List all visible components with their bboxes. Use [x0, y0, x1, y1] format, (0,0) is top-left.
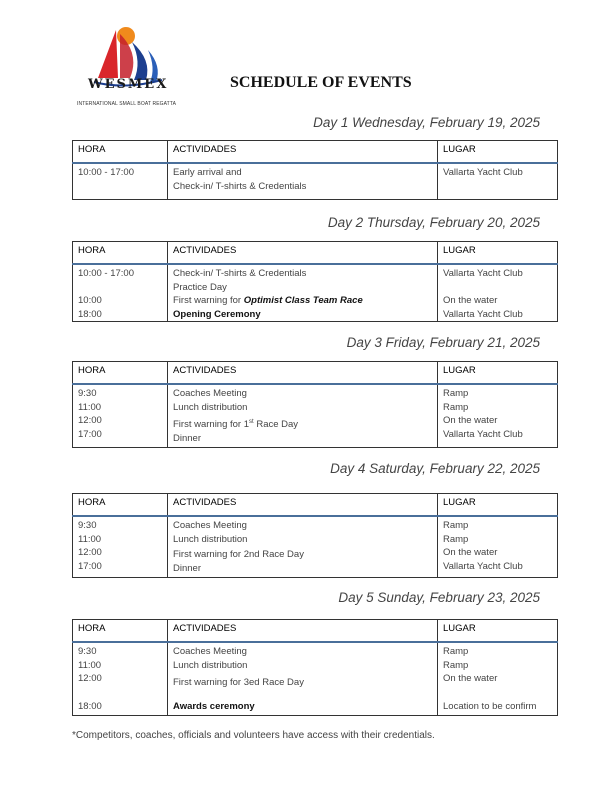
lugar-cell: Ramp Ramp On the water Vallarta Yacht Club [438, 384, 558, 448]
table-header-row [73, 141, 558, 164]
table-header-row [73, 242, 558, 265]
header-hora: HORA [73, 362, 168, 385]
header-lugar: LUGAR [438, 141, 558, 164]
lugar-cell: Vallarta Yacht Club On the water Vallarta Yacht Club [438, 264, 558, 322]
schedule-table [72, 140, 558, 200]
hora-cell: 9:30 11:00 12:00 17:00 [73, 384, 168, 448]
lugar-cell: Ramp Ramp On the water Vallarta Yacht Club [438, 516, 558, 578]
wesmex-logo [72, 20, 184, 112]
logo-wordmark: WESMEX [88, 77, 169, 92]
header-lugar: LUGAR [438, 242, 558, 265]
blue-sail-icon [132, 42, 147, 80]
hora-cell: 9:30 11:00 12:00 17:00 [73, 516, 168, 578]
actividades-cell: Check-in/ T-shirts & Credentials Practice Day First warning for Optimist Class Team Race Opening Ceremony [168, 264, 438, 322]
header-actividades: ACTIVIDADES [168, 620, 438, 643]
header-hora: HORA [73, 620, 168, 643]
header-lugar: LUGAR [438, 362, 558, 385]
schedule-table [72, 619, 558, 716]
day-heading: Day 5 Sunday, February 23, 2025 [338, 590, 540, 605]
hora-cell: 10:00 - 17:00 [73, 163, 168, 200]
table-header-row [73, 362, 558, 385]
day-heading: Day 3 Friday, February 21, 2025 [346, 335, 540, 350]
day-heading: Day 4 Saturday, February 22, 2025 [330, 461, 540, 476]
footnote: *Competitors, coaches, officials and volunteers have access with their credentials. [72, 730, 435, 741]
table-row [73, 516, 558, 578]
document-title: SCHEDULE OF EVENTS [230, 74, 412, 91]
actividades-cell: Coaches Meeting Lunch distribution First warning for 1st Race Day Dinner [168, 384, 438, 448]
hora-cell: 10:00 - 17:00 10:00 18:00 [73, 264, 168, 322]
header-hora: HORA [73, 141, 168, 164]
logo-subtitle: INTERNATIONAL SMALL BOAT REGATTA [77, 101, 177, 107]
header-lugar: LUGAR [438, 494, 558, 517]
table-row [73, 163, 558, 200]
day-heading: Day 2 Thursday, February 20, 2025 [327, 215, 540, 230]
header-lugar: LUGAR [438, 620, 558, 643]
header-hora: HORA [73, 242, 168, 265]
lugar-cell: Vallarta Yacht Club [438, 163, 558, 200]
actividades-cell: Coaches Meeting Lunch distribution First warning for 3ed Race Day Awards ceremony [168, 642, 438, 716]
schedule-table [72, 361, 558, 448]
table-header-row [73, 494, 558, 517]
actividades-cell: Early arrival and Check-in/ T-shirts & Credentials [168, 163, 438, 200]
header-actividades: ACTIVIDADES [168, 141, 438, 164]
header-actividades: ACTIVIDADES [168, 494, 438, 517]
actividades-cell: Coaches Meeting Lunch distribution First warning for 2nd Race Day Dinner [168, 516, 438, 578]
header-actividades: ACTIVIDADES [168, 242, 438, 265]
red-sail-icon [98, 30, 118, 78]
header-hora: HORA [73, 494, 168, 517]
table-row [73, 642, 558, 716]
table-row [73, 264, 558, 322]
lugar-cell: Ramp Ramp On the water Location to be confirm [438, 642, 558, 716]
schedule-table [72, 493, 558, 578]
table-row [73, 384, 558, 448]
hora-cell: 9:30 11:00 12:00 18:00 [73, 642, 168, 716]
day-heading: Day 1 Wednesday, February 19, 2025 [313, 115, 540, 130]
table-header-row [73, 620, 558, 643]
header-actividades: ACTIVIDADES [168, 362, 438, 385]
schedule-table [72, 241, 558, 322]
